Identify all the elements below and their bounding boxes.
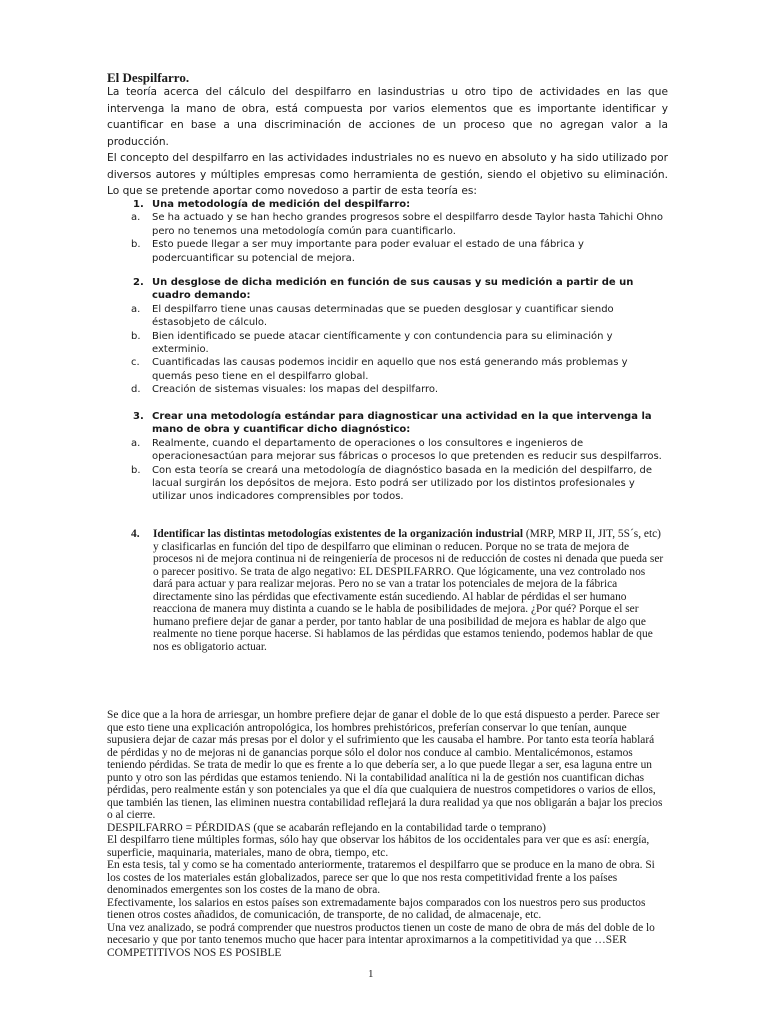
- section-2: [107, 276, 667, 397]
- section-body: (MRP, MRP II, JIT, 5S´s, etc) y clasificarlas en función del tipo de despilfarro que eliminan o reducen. Porque no se trata de mejora de procesos ni de mejora continua ni de reingeniería de procesos ni de reducción de costes ni denada que pueda ser o parecer positivo. Se trata de algo negativo: EL DESPILFARRO. Que lógicamente, una vez controlado nos dará para actuar y para realizar mejoras. Pero no se van a tratar los potenciales de mejora de la fábrica directamente sino las pérdidas que efectivamente están sucediendo. Al hablar de pérdidas el ser humano reacciona de manera muy distinta a cuando se le habla de posibilidades de mejora. ¿Por qué? Porque el ser humano prefiere dejar de ganar a perder, por tanto hablar de una posibilidad de mejora es hablar de algo que realmente no tiene porque hacerse. Si hablamos de las pérdidas que estamos teniendo, podemos hablar de que nos es obligatorio actuar.: [153, 528, 664, 653]
- list-item: a. El despilfarro tiene unas causas determinadas que se pueden desglosar y cuantificar siendo éstasobjeto de cálculo.: [131, 303, 614, 329]
- section-number: 2.: [133, 277, 144, 288]
- page-title: El Despilfarro.: [107, 70, 190, 85]
- closing-paragraph: Efectivamente, los salarios en estos países son extremadamente bajos comparados con los nuestros pero sus productos tienen otros costes añadidos, de comunicación, de transporte, de no calidad, de almacenaje, etc.: [107, 896, 646, 921]
- item-letter: b.: [131, 464, 141, 476]
- closing-paragraph: El despilfarro tiene múltiples formas, sólo hay que observar los hábitos de los occidentales para ver que es así: energía, superficie, maquinaria, materiales, mano de obra, tiempo, etc.: [107, 834, 650, 859]
- list-item: a. Se ha actuado y se han hecho grandes progresos sobre el despilfarro desde Taylor hasta Tahichi Ohno pero no tenemos una metodología común para cuantificarlo.: [131, 212, 664, 237]
- section-heading: Identificar las distintas metodologías existentes de la organización industrial: [153, 528, 523, 540]
- closing-paragraph: Se dice que a la hora de arriesgar, un hombre prefiere dejar de ganar el doble de lo que está dispuesto a perder. Parece ser que esto tiene una explicación antropológica, los hombres prehistóricos, preferían conservar lo que tenían, aunque supusiera dejar de cazar más presas por el dolor y el sufrimiento que les causaba el hambre. Por tanto esta teoría hablará de pérdidas y no de mejoras ni de ganancias porque sólo el dolor nos conduce al cambio. Mentalicémonos, estamos teniendo pérdidas. Se trata de medir lo que es frente a lo que debería ser, a lo que puede llegar a ser, esa laguna entre un punto y otro son las pérdidas que estamos teniendo. Ni la contabilidad analítica ni la de gestión nos cuantifican dichas pérdidas, pero realmente están y son potenciales ya que el día que cualquiera de nuestros competidores o varios de ellos, que también las tienen, las eliminen nuestra contabilidad reflejará la dura realidad ya que nos obligarán a bajar los precios o al cierre.: [107, 709, 663, 821]
- section-heading: 2. Un desglose de dicha medición en función de sus causas y su medición a partir de un cuadro demando:: [133, 277, 634, 302]
- section-heading: 3. Crear una metodología estándar para diagnosticar una actividad en la que intervenga la mano de obra y cuantificar dicho diagnóstico:: [133, 411, 652, 436]
- section-number: 4.: [131, 528, 140, 540]
- list-item: b. Bien identificado se puede atacar científicamente y con contundencia para su eliminación y exterminio.: [131, 330, 613, 356]
- item-letter: c.: [131, 357, 140, 369]
- list-item: b. Esto puede llegar a ser muy importante para poder evaluar el estado de una fábrica y podercuantificar su potencial de mejora.: [131, 239, 584, 264]
- closing-paragraph: En esta tesis, tal y como se ha comentado anteriormente, trataremos el despilfarro que se produce en la mano de obra. Si los costes de los materiales están globalizados, parece ser que lo que nos resta competitividad frente a los países denominados emergentes son los costes de la mano de obra.: [107, 859, 655, 896]
- page-number: 1: [368, 968, 374, 980]
- intro: [107, 84, 668, 200]
- closing-paragraph: Una vez analizado, se podrá comprender que nuestros productos tienen un coste de mano de obra de más del doble de lo necesario y que por tanto tenemos mucho que hacer para intentar aproximarnos a la competitividad ya que …SER COMPETITIVOS NOS ES POSIBLE: [107, 921, 655, 959]
- list-item: d. Creación de sistemas visuales: los mapas del despilfarro.: [131, 384, 439, 396]
- item-letter: a.: [131, 437, 141, 449]
- section-1: [107, 198, 667, 265]
- section-number: 1.: [133, 199, 144, 210]
- list-item: a. Realmente, cuando el departamento de operaciones o los consultores e ingenieros de operacionesactúan para mejorar sus fábricas o procesos lo que pretenden es reducir sus despilfarros.: [131, 437, 662, 463]
- closing-text: [107, 709, 667, 959]
- section-4: [107, 528, 667, 653]
- closing-paragraph: DESPILFARRO = PÉRDIDAS (que se acabarán reflejando en la contabilidad tarde o temprano): [107, 821, 546, 834]
- item-letter: b.: [131, 239, 141, 251]
- list-item: c. Cuantificadas las causas podemos incidir en aquello que nos está generando más problemas y quemás peso tiene en el despilfarro global.: [131, 357, 628, 382]
- item-letter: a.: [131, 303, 141, 315]
- section-number: 3.: [133, 411, 144, 422]
- item-letter: b.: [131, 330, 141, 342]
- intro-paragraph-2: El concepto del despilfarro en las actividades industriales no es nuevo en absoluto y ha sido utilizado por diversos autores y múltiples empresas como herramienta de gestión, siendo el objetivo su eliminación. Lo que se pretende aportar como novedoso a partir de esta teoría es:: [107, 152, 668, 197]
- section-heading: 1. Una metodología de medición del despilfarro:: [133, 199, 411, 210]
- item-letter: a.: [131, 212, 141, 224]
- section-3: [107, 410, 667, 504]
- list-item: b. Con esta teoría se creará una metodología de diagnóstico basada en la medición del despilfarro, de lacual surgirán los depósitos de mejora. Esto podrá ser utilizado por los distintos profesionales y utilizar unos indicadores comprensibles por todos.: [131, 464, 653, 503]
- intro-paragraph-1: La teoría acerca del cálculo del despilfarro en lasindustrias u otro tipo de actividades en las que intervenga la mano de obra, está compuesta por varios elementos que es importante identificar y cuantificar en base a una discriminación de acciones de un proceso que no agregan valor a la producción.: [107, 86, 668, 148]
- item-letter: d.: [131, 384, 141, 396]
